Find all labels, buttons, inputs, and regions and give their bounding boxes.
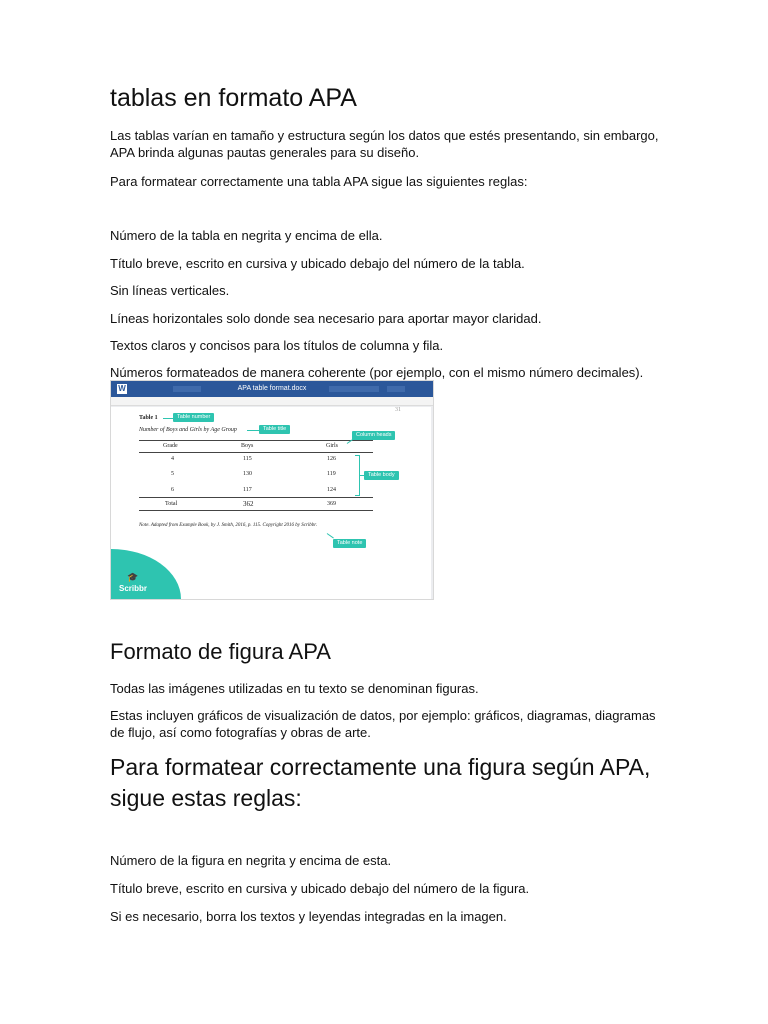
table-cell: 126 xyxy=(327,456,336,462)
section-title-figure-rules: Para formatear correctamente una figura según APA, sigue estas reglas: xyxy=(110,754,651,811)
table-rule-item: Sin líneas verticales. xyxy=(110,283,230,298)
figure-rule-item: Número de la figura en negrita y encima de esta. xyxy=(110,853,392,868)
tables-intro-paragraph: Las tablas varían en tamaño y estructura según los datos que estés presentando, sin embargo, APA brinda algunas pautas generales para su diseño. xyxy=(110,128,659,160)
callout-table-title: Table title xyxy=(259,425,290,434)
table-title: Number of Boys and Girls by Age Group xyxy=(139,427,237,433)
table-cell: 124 xyxy=(327,487,336,493)
table-cell: 130 xyxy=(243,471,252,477)
ruler xyxy=(111,397,433,406)
table-cell: 362 xyxy=(243,500,254,508)
column-head: Girls xyxy=(326,443,338,449)
column-head: Boys xyxy=(241,443,254,449)
scribbr-logo-badge xyxy=(111,549,181,599)
figures-paragraph: Estas incluyen gráficos de visualización de datos, por ejemplo: gráficos, diagramas, diagramas de flujo, así como fotografías y obras de arte. xyxy=(110,708,656,740)
apa-table-screenshot xyxy=(110,380,434,600)
document-canvas xyxy=(111,407,431,599)
word-title-bar xyxy=(111,381,433,397)
column-head: Grade xyxy=(163,443,178,449)
word-app-icon: W xyxy=(118,384,126,393)
table-rule-item: Líneas horizontales solo donde sea necesario para aportar mayor claridad. xyxy=(110,311,542,326)
callout-table-number: Table number xyxy=(173,413,214,422)
table-cell: 117 xyxy=(243,487,252,493)
tables-rules-lead: Para formatear correctamente una tabla APA sigue las siguientes reglas: xyxy=(110,174,528,189)
figure-rule-item: Si es necesario, borra los textos y leyendas integradas en la imagen. xyxy=(110,909,507,924)
table-rule-item: Números formateados de manera coherente (por ejemplo, con el mismo número decimales). xyxy=(110,365,644,380)
table-cell: 5 xyxy=(171,471,174,477)
section-title-figures: Formato de figura APA xyxy=(110,639,331,664)
table-label: Table 1 xyxy=(139,415,158,421)
table-cell: 119 xyxy=(327,471,336,477)
callout-table-note: Table note xyxy=(333,539,366,548)
figure-rule-item: Título breve, escrito en cursiva y ubicado debajo del número de la figura. xyxy=(110,881,530,896)
graduation-cap-icon: 🎓 xyxy=(127,572,139,582)
table-cell: 369 xyxy=(327,501,336,507)
callout-column-heads: Column heads xyxy=(352,431,395,440)
table-rule-item: Textos claros y concisos para los títulos de columna y fila. xyxy=(110,338,444,353)
figures-paragraph: Todas las imágenes utilizadas en tu texto se denominan figuras. xyxy=(110,681,479,696)
table-rule-item: Título breve, escrito en cursiva y ubicado debajo del número de la tabla. xyxy=(110,256,525,271)
table-cell: 6 xyxy=(171,487,174,493)
window-title: APA table format.docx xyxy=(237,385,307,392)
page-number: 31 xyxy=(395,407,401,413)
section-title-tables: tablas en formato APA xyxy=(110,84,357,112)
table-cell: 4 xyxy=(171,456,174,462)
callout-table-body: Table body xyxy=(364,471,399,480)
table-cell: 115 xyxy=(243,456,252,462)
table-cell: Total xyxy=(165,501,178,507)
table-rule-item: Número de la tabla en negrita y encima de ella. xyxy=(110,228,383,243)
scribbr-logo-text: Scribbr xyxy=(119,584,148,593)
table-note: Note. Adapted from Example Book, by J. Smith, 2016, p. 115. Copyright 2016 by Scribbr. xyxy=(139,523,317,528)
